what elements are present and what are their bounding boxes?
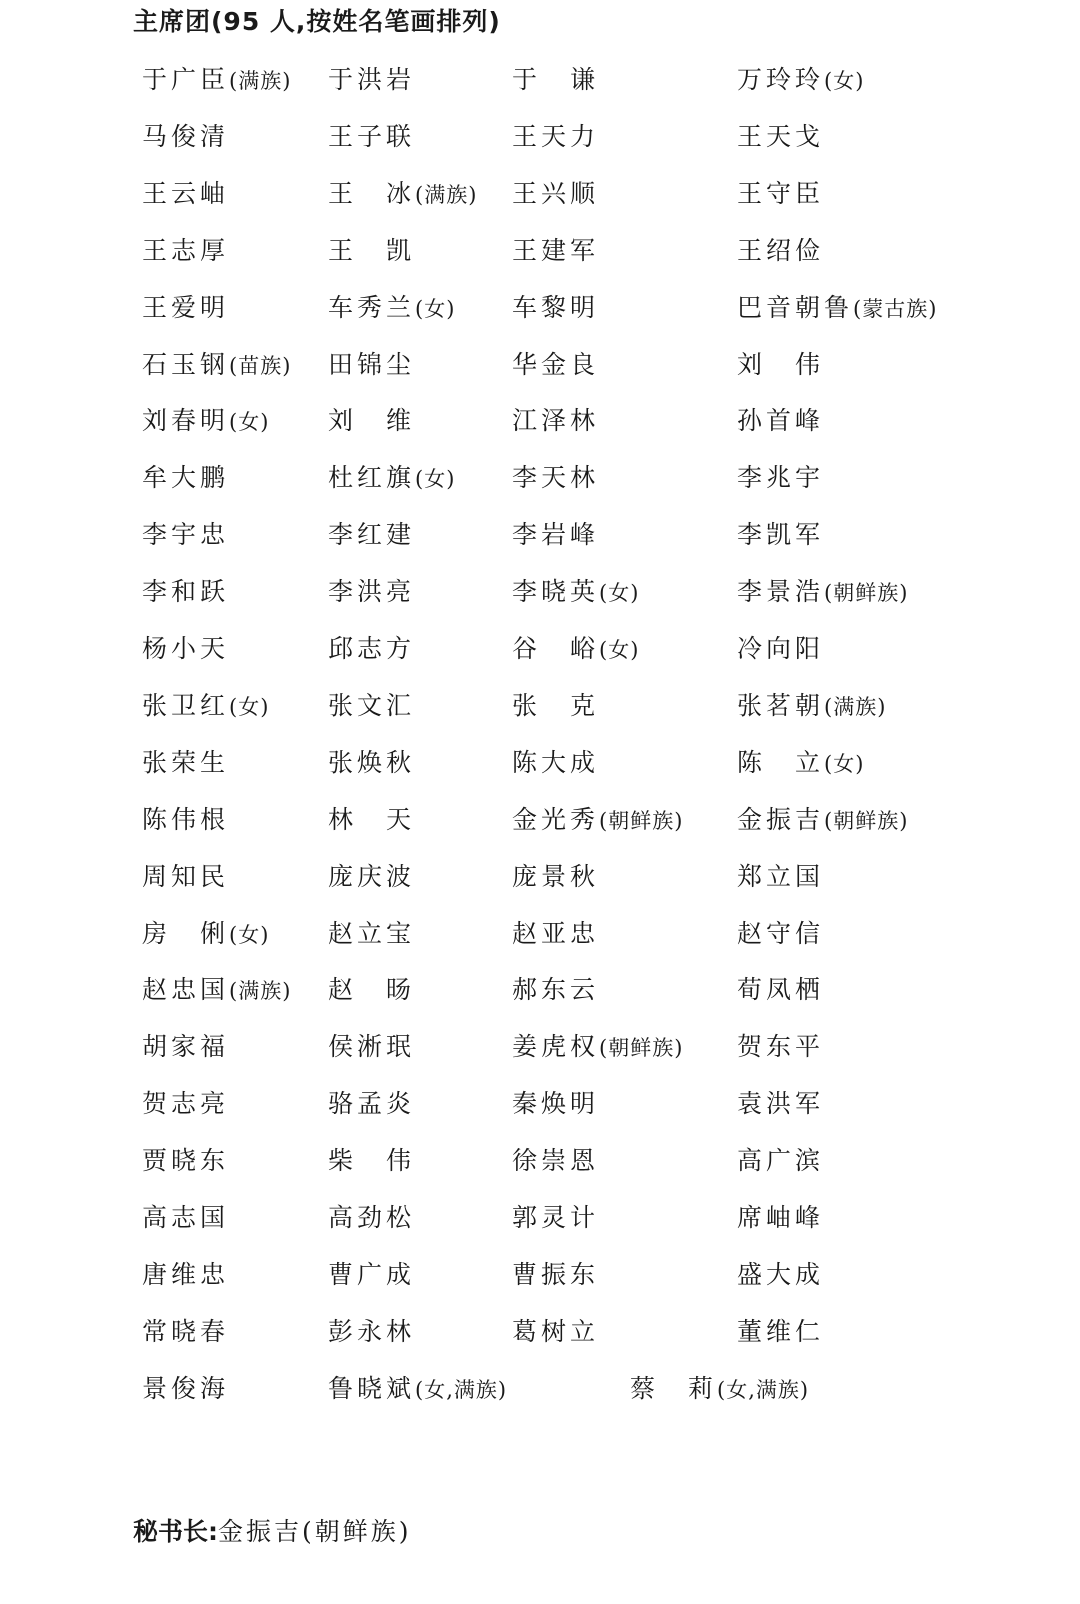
member-name: 张焕秋 (328, 747, 416, 777)
member-name: 陈伟根 (142, 804, 230, 834)
secretary-general-line (133, 1512, 412, 1548)
member-name: 张荣生 (142, 747, 230, 777)
name-row (0, 572, 1080, 612)
member-name: 刘春明(女) (142, 406, 270, 436)
member-name: 王建军 (512, 235, 600, 265)
member-name: 郝东云 (512, 975, 600, 1005)
member-name: 刘 维 (328, 406, 416, 436)
member-name: 高志国 (142, 1203, 230, 1232)
member-name: 高广滨 (737, 1146, 825, 1176)
member-name: 冷向阳 (737, 634, 825, 663)
member-name: 盛大成 (737, 1259, 825, 1289)
name-row (0, 515, 1080, 555)
name-row (0, 458, 1080, 498)
member-name: 万玲玲(女) (737, 65, 865, 94)
member-note: (满族) (824, 694, 887, 719)
member-name: 陈大成 (512, 747, 600, 777)
name-row-last (0, 1369, 1080, 1409)
member-name: 王子联 (328, 121, 416, 151)
member-name: 邱志方 (328, 634, 416, 663)
member-name: 王绍俭 (737, 235, 825, 265)
member-name: 马俊清 (142, 121, 230, 151)
presidium-heading: 主席团(95 人,按姓名笔画排列) (133, 7, 501, 36)
member-name: 杜红旗(女) (328, 463, 456, 493)
member-name: 李岩峰 (512, 520, 600, 550)
member-note: (朝鲜族) (599, 808, 684, 833)
member-name: 王 凯 (328, 235, 416, 265)
name-row (0, 60, 1080, 100)
member-name: 林 天 (328, 804, 416, 834)
secretary-general-name: 金振吉(朝鲜族) (218, 1517, 412, 1546)
name-row (0, 231, 1080, 271)
member-name: 李天林 (512, 463, 600, 493)
member-name: 侯淅珉 (328, 1032, 416, 1062)
member-name: 李凯军 (737, 520, 825, 550)
member-note: (女) (415, 296, 456, 321)
member-name: 王守臣 (737, 178, 825, 208)
member-name: 柴 伟 (328, 1146, 416, 1176)
member-name: 鲁晓斌(女,满族) (328, 1373, 508, 1403)
member-note: (女,满族) (415, 1377, 508, 1402)
member-name: 骆孟炎 (328, 1089, 416, 1119)
member-note: (女,满族) (717, 1377, 810, 1402)
member-name: 陈 立(女) (737, 747, 865, 777)
name-row (0, 401, 1080, 441)
member-name: 孙首峰 (737, 406, 825, 436)
member-name: 张文汇 (328, 690, 416, 720)
member-name: 石玉钢(苗族) (142, 349, 292, 379)
member-name: 彭永林 (328, 1316, 416, 1346)
member-name: 杨小天 (142, 634, 230, 663)
member-name: 谷 峪(女) (512, 634, 640, 663)
member-note: (朝鲜族) (824, 808, 909, 833)
member-name: 王云岫 (142, 178, 230, 208)
member-name: 常晓春 (142, 1316, 230, 1346)
member-note: (女) (824, 69, 865, 93)
member-name: 曹振东 (512, 1259, 600, 1289)
member-note: (朝鲜族) (824, 581, 909, 606)
member-name: 贺志亮 (142, 1089, 230, 1119)
member-note: (女) (229, 410, 270, 435)
name-row (0, 345, 1080, 385)
member-name: 荀凤栖 (737, 975, 825, 1005)
member-name: 庞庆波 (328, 861, 416, 891)
member-name: 华金良 (512, 349, 600, 379)
name-row (0, 970, 1080, 1010)
name-row (0, 1255, 1080, 1295)
member-name: 金光秀(朝鲜族) (512, 804, 684, 834)
member-name: 巴音朝鲁(蒙古族) (737, 292, 938, 322)
member-name: 张茗朝(满族) (737, 690, 887, 720)
member-name: 王兴顺 (512, 178, 600, 208)
member-name: 刘 伟 (737, 349, 825, 379)
member-name: 王天力 (512, 121, 600, 151)
name-row (0, 174, 1080, 214)
name-row (0, 288, 1080, 328)
member-name: 李红建 (328, 520, 416, 550)
name-row (0, 686, 1080, 726)
member-name: 牟大鹏 (142, 463, 230, 493)
member-name: 庞景秋 (512, 861, 600, 891)
name-row (0, 1198, 1080, 1238)
member-name: 李兆宇 (737, 463, 825, 493)
member-name: 贺东平 (737, 1032, 825, 1062)
name-row (0, 117, 1080, 157)
member-name: 张 克 (512, 690, 600, 720)
member-name: 李和跃 (142, 577, 230, 607)
member-note: (蒙古族) (853, 296, 938, 321)
name-row (0, 914, 1080, 954)
member-name: 秦焕明 (512, 1089, 600, 1119)
member-name: 房 俐(女) (142, 918, 270, 948)
member-name: 景俊海 (142, 1373, 230, 1403)
member-note: (朝鲜族) (599, 1036, 684, 1061)
name-row (0, 1312, 1080, 1352)
member-note: (女) (824, 751, 865, 776)
member-name: 曹广成 (328, 1259, 416, 1289)
secretary-general-label: 秘书长: (133, 1517, 218, 1546)
member-name: 于 谦 (512, 65, 600, 94)
member-name: 江泽林 (512, 406, 600, 436)
member-name: 郑立国 (737, 861, 825, 891)
member-name: 赵忠国(满族) (142, 975, 292, 1005)
member-name: 张卫红(女) (142, 690, 270, 720)
member-note: (女) (599, 581, 640, 606)
member-name: 唐维忠 (142, 1259, 230, 1289)
name-row (0, 1027, 1080, 1067)
member-name: 于广臣(满族) (142, 65, 292, 94)
member-name: 徐崇恩 (512, 1146, 600, 1176)
name-row (0, 800, 1080, 840)
member-name: 李宇忠 (142, 520, 230, 550)
member-note: (满族) (229, 69, 292, 93)
member-name: 赵亚忠 (512, 918, 600, 948)
member-name: 姜虎权(朝鲜族) (512, 1032, 684, 1062)
member-name: 蔡 莉(女,满族) (630, 1373, 810, 1403)
member-name: 王天戈 (737, 121, 825, 151)
member-name: 赵守信 (737, 918, 825, 948)
name-row (0, 1141, 1080, 1181)
member-name: 李晓英(女) (512, 577, 640, 607)
member-name: 李景浩(朝鲜族) (737, 577, 909, 607)
member-note: (苗族) (229, 353, 292, 378)
member-name: 郭灵计 (512, 1203, 600, 1232)
name-row (0, 743, 1080, 783)
member-name: 赵 旸 (328, 975, 416, 1005)
member-name: 王志厚 (142, 235, 230, 265)
member-name: 葛树立 (512, 1316, 600, 1346)
member-name: 于洪岩 (328, 65, 416, 94)
member-name: 李洪亮 (328, 577, 416, 607)
member-name: 胡家福 (142, 1032, 230, 1062)
member-note: (满族) (415, 182, 478, 207)
member-note: (满族) (229, 979, 292, 1004)
member-name: 王 冰(满族) (328, 178, 478, 208)
member-name: 田锦尘 (328, 349, 416, 379)
member-note: (女) (229, 694, 270, 719)
member-name: 金振吉(朝鲜族) (737, 804, 909, 834)
member-name: 高劲松 (328, 1203, 416, 1232)
member-name: 赵立宝 (328, 918, 416, 948)
name-row (0, 1084, 1080, 1124)
name-row (0, 629, 1080, 669)
member-note: (女) (229, 922, 270, 947)
member-name: 车秀兰(女) (328, 292, 456, 322)
member-name: 周知民 (142, 861, 230, 891)
member-name: 车黎明 (512, 292, 600, 322)
member-note: (女) (599, 638, 640, 662)
name-row (0, 857, 1080, 897)
member-name: 袁洪军 (737, 1089, 825, 1119)
member-name: 董维仁 (737, 1316, 825, 1346)
member-name: 席岫峰 (737, 1203, 825, 1232)
member-note: (女) (415, 467, 456, 492)
member-name: 王爱明 (142, 292, 230, 322)
member-name: 贾晓东 (142, 1146, 230, 1176)
